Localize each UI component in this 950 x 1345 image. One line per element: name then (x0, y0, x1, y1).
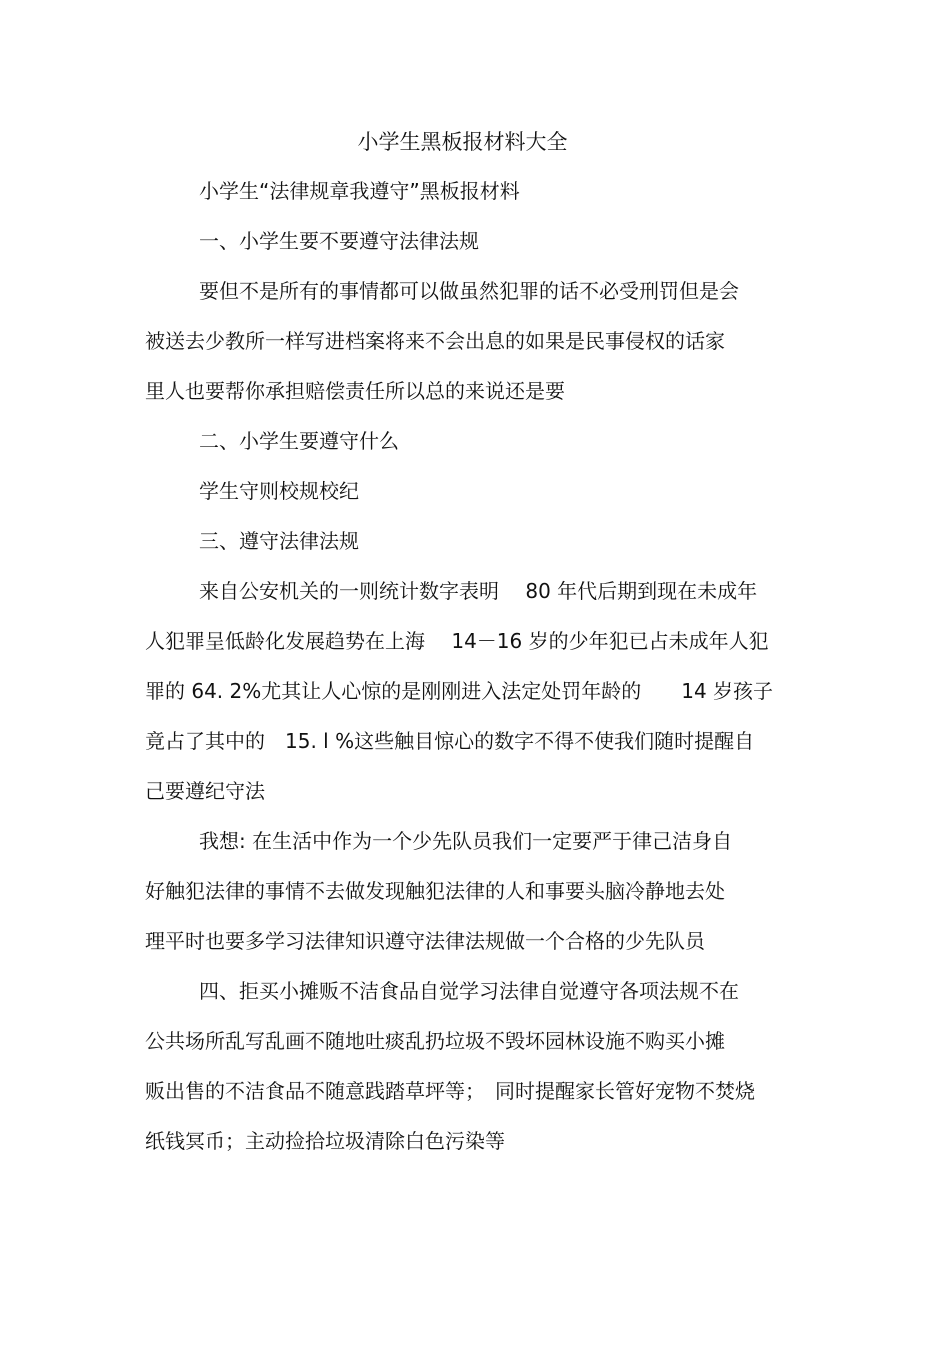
paragraph-line: 学生守则校规校纪 (199, 479, 359, 503)
paragraph-line: 纸钱冥币；主动捡拾垃圾清除白色污染等 (145, 1129, 505, 1153)
paragraph-line: 己要遵纪守法 (145, 779, 265, 803)
section-heading-3: 三、遵守法律法规 (199, 529, 359, 553)
paragraph-line: 竟占了其中的 15. l %这些触目惊心的数字不得不使我们随时提醒自 (145, 729, 755, 753)
paragraph-line: 贩出售的不洁食品不随意践踏草坪等； 同时提醒家长管好宠物不焚烧 (145, 1079, 755, 1103)
section-heading-2: 二、小学生要遵守什么 (199, 429, 399, 453)
paragraph-line: 公共场所乱写乱画不随地吐痰乱扔垃圾不毁坏园林设施不购买小摊 (145, 1029, 725, 1053)
paragraph-line: 罪的 64. 2%尤其让人心惊的是刚刚进入法定处罚年龄的 14 岁孩子 (145, 679, 774, 703)
document-title: 小学生黑板报材料大全 (357, 130, 568, 154)
paragraph-line: 里人也要帮你承担赔偿责任所以总的来说还是要 (145, 379, 565, 403)
subtitle-line: 小学生“法律规章我遵守”黑板报材料 (199, 179, 520, 203)
section-heading-1: 一、小学生要不要遵守法律法规 (199, 229, 479, 253)
paragraph-line: 要但不是所有的事情都可以做虽然犯罪的话不必受刑罚但是会 (199, 279, 739, 303)
paragraph-line: 好触犯法律的事情不去做发现触犯法律的人和事要头脑冷静地去处 (145, 879, 725, 903)
paragraph-line: 理平时也要多学习法律知识遵守法律法规做一个合格的少先队员 (145, 929, 705, 953)
paragraph-line: 人犯罪呈低龄化发展趋势在上海 14－16 岁的少年犯已占未成年人犯 (145, 629, 769, 653)
paragraph-line: 被送去少教所一样写进档案将来不会出息的如果是民事侵权的话家 (145, 329, 725, 353)
paragraph-line: 来自公安机关的一则统计数字表明 80 年代后期到现在未成年 (199, 579, 758, 603)
paragraph-line: 我想: 在生活中作为一个少先队员我们一定要严于律己洁身自 (199, 829, 733, 853)
section-heading-4: 四、拒买小摊贩不洁食品自觉学习法律自觉遵守各项法规不在 (199, 979, 739, 1003)
